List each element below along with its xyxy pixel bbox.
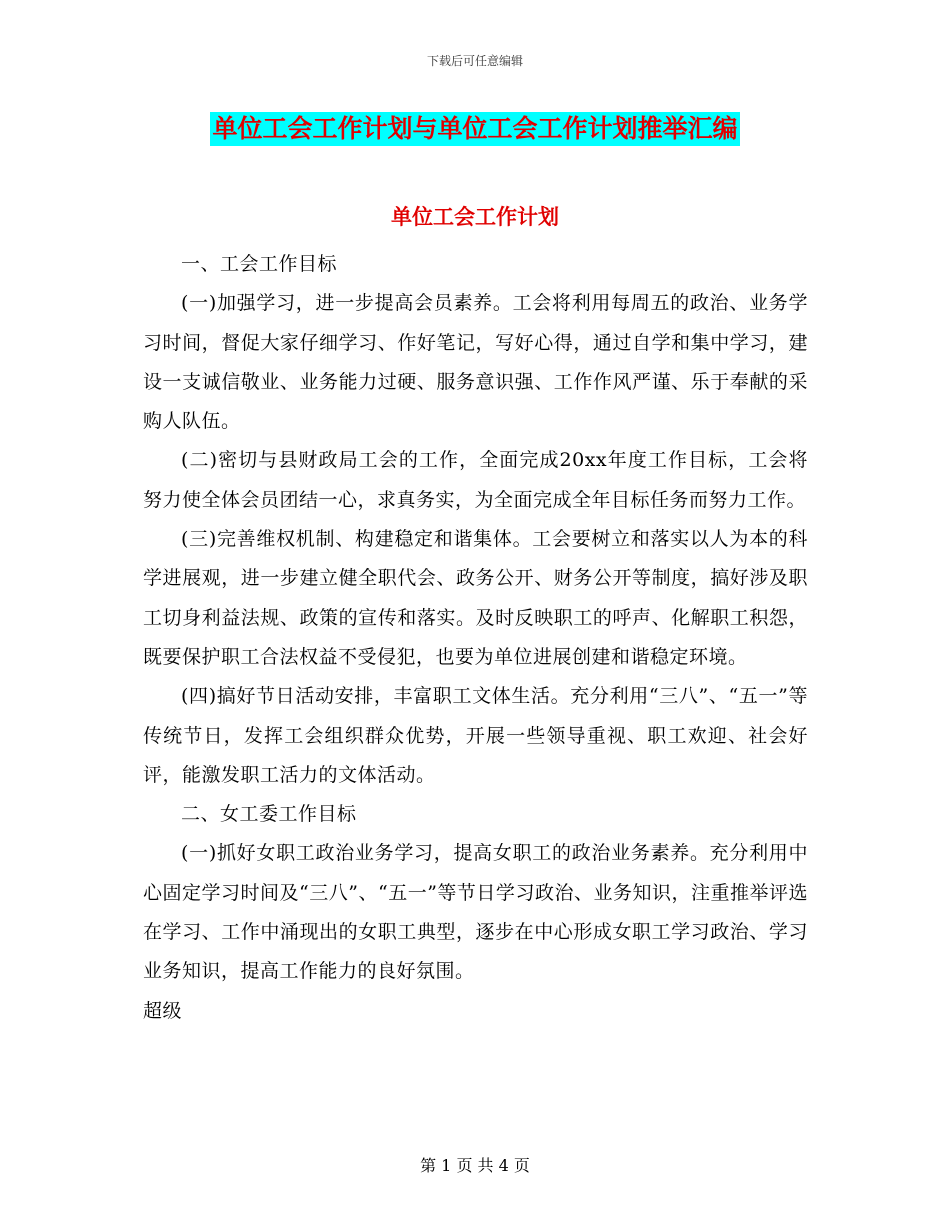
header-note: 下载后可任意编辑	[426, 54, 523, 68]
page-footer: 第 1 页 共 4 页	[420, 1156, 530, 1175]
main-title-container	[0, 112, 950, 146]
paragraph-festivals: (四)搞好节日活动安排，丰富职工文体生活。充分利用“三八”、“五一”等传统节日，发挥工会组织群众优势，开展一些领导重视、职工欢迎、社会好评，能激发职工活力的文体活动。	[143, 685, 808, 786]
paragraph-rights: (三)完善维权机制、构建稳定和谐集体。工会要树立和落实以人为本的科学进展观，进一步建立健全职代会、政务公开、财务公开等制度，搞好涉及职工切身利益法规、政策的宣传和落实。及时反映职工的呼声、化解职工积怨，既要保护职工合法权益不受侵犯，也要为单位进展创建和谐稳定环境。	[143, 528, 808, 668]
paragraph-cooperation: (二)密切与县财政局工会的工作，全面完成20xx年度工作目标，工会将努力使全体会员团结一心，求真务实，为全面完成全年目标任务而努力工作。	[143, 449, 808, 511]
main-title: 单位工会工作计划与单位工会工作计划推举汇编	[210, 112, 739, 146]
body-text	[143, 245, 808, 1031]
paragraph-trailing: 超级	[143, 999, 183, 1022]
paragraph-women-study: (一)抓好女职工政治业务学习，提高女职工的政治业务素养。充分利用中心固定学习时间及“三八”、“五一”等节日学习政治、业务知识，注重推举评选在学习、工作中涌现出的女职工典型，逐步在中心形成女职工学习政治、学习业务知识，提高工作能力的良好氛围。	[143, 842, 808, 983]
paragraph-study: (一)加强学习，进一步提高会员素养。工会将利用每周五的政治、业务学习时间，督促大家仔细学习、作好笔记，写好心得，通过自学和集中学习，建设一支诚信敬业、业务能力过硬、服务意识强、工作作风严谨、乐于奉献的采购人队伍。	[143, 292, 808, 433]
heading-women-goals: 二、女工委工作目标	[181, 803, 357, 826]
section-title: 单位工会工作计划	[391, 205, 559, 229]
heading-union-goals: 一、工会工作目标	[181, 253, 338, 275]
